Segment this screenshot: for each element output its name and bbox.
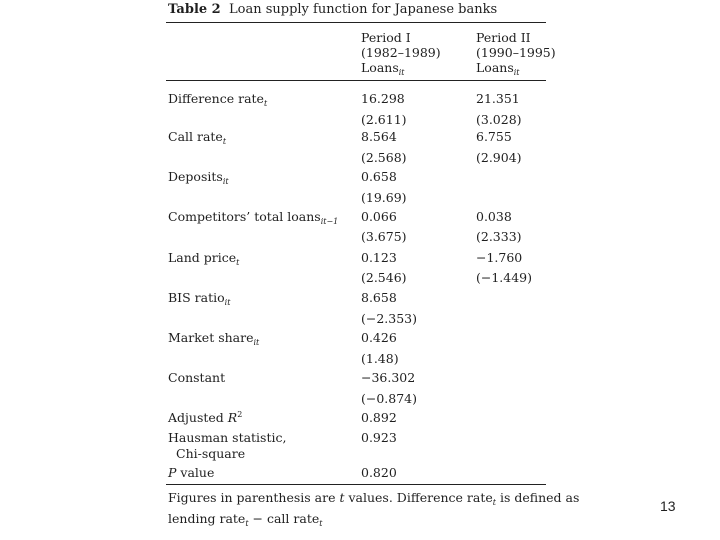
- table-title: Loan supply function for Japanese banks: [229, 2, 498, 17]
- tvalue-p1: (2.546): [361, 270, 407, 285]
- row-label: Call rate$_t$: [168, 129, 227, 146]
- tvalue-p1: (1.48): [361, 351, 399, 366]
- coef-p1: −36.302: [361, 370, 416, 385]
- p-value-label: P value: [168, 465, 215, 480]
- coef-p2: 6.755: [476, 129, 512, 144]
- row-label: Land price$_t$: [168, 250, 240, 267]
- p-value-value: 0.820: [361, 465, 397, 480]
- tvalue-p1: (3.675): [361, 229, 407, 244]
- hausman-label-1: Hausman statistic,: [168, 430, 287, 445]
- header-rule: [166, 80, 546, 81]
- tvalue-p1: (−0.874): [361, 391, 418, 406]
- tvalue-p1: (2.568): [361, 150, 407, 165]
- adjusted-r2-label: Adjusted $R^2$: [168, 410, 243, 425]
- row-label: Deposits$_{it}$: [168, 169, 229, 186]
- coef-p2: 21.351: [476, 91, 520, 106]
- coef-p1: 8.564: [361, 129, 397, 144]
- row-label: Competitors’ total loans$_{it-1}$: [168, 209, 339, 226]
- row-label: BIS ratio$_{it}$: [168, 290, 231, 307]
- coef-p2: −1.760: [476, 250, 523, 265]
- tvalue-p2: (−1.449): [476, 270, 533, 285]
- row-label: Constant: [168, 370, 226, 385]
- coef-p1: 16.298: [361, 91, 405, 106]
- tvalue-p1: (−2.353): [361, 311, 418, 326]
- col-header-period-2: Period II (1990–1995) Loans$_{it}$: [476, 30, 556, 77]
- page-number: 13: [660, 498, 676, 514]
- coef-p2: 0.038: [476, 209, 512, 224]
- table-label: Table 2: [168, 2, 221, 17]
- tvalue-p1: (19.69): [361, 190, 407, 205]
- coef-p1: 0.123: [361, 250, 397, 265]
- tvalue-p2: (2.333): [476, 229, 522, 244]
- col-header-period-1: Period I (1982–1989) Loans$_{it}$: [361, 30, 441, 77]
- row-label: Difference rate$_t$: [168, 91, 268, 108]
- hausman-value: 0.923: [361, 430, 397, 445]
- table-caption: [168, 2, 497, 17]
- tvalue-p2: (2.904): [476, 150, 522, 165]
- top-rule: [166, 22, 546, 23]
- adjusted-r2-value: 0.892: [361, 410, 397, 425]
- bottom-rule: [166, 484, 546, 485]
- hausman-label-2: Chi-square: [176, 446, 246, 461]
- tvalue-p2: (3.028): [476, 112, 522, 127]
- row-label: Market share$_{it}$: [168, 330, 260, 347]
- coef-p1: 8.658: [361, 290, 397, 305]
- table-footnote: Figures in parenthesis are t values. Difference rate$_t$ is defined as lending rate$_t$ − call rate$_t$: [168, 490, 580, 528]
- tvalue-p1: (2.611): [361, 112, 407, 127]
- coef-p1: 0.066: [361, 209, 397, 224]
- coef-p1: 0.426: [361, 330, 397, 345]
- coef-p1: 0.658: [361, 169, 397, 184]
